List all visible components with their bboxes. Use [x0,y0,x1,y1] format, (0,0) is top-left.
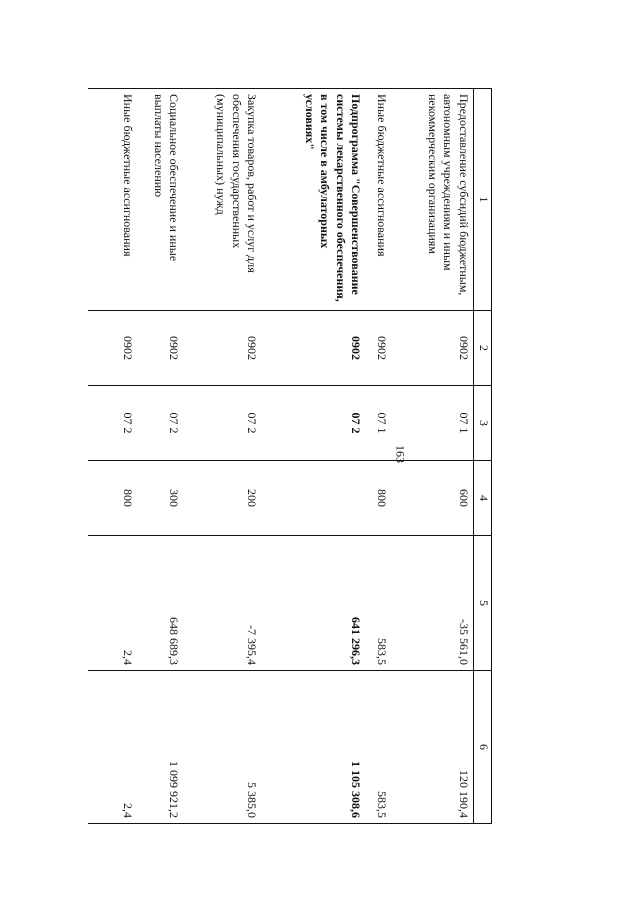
row-total: 1 105 308,6 [262,671,366,824]
table-row [392,89,474,824]
row-section: 0902 [184,311,262,386]
row-name: Предоставление субсидий бюджетным, автономным учреждениям и иным некоммерческим организациям [392,89,474,311]
table-row [184,89,262,824]
row-total: 2,4 [88,671,138,824]
table-row [88,89,138,824]
row-total: 5 385,0 [184,671,262,824]
row-target: 07 2 [262,386,366,461]
row-section: 0902 [366,311,392,386]
row-total: 583,5 [366,671,392,824]
row-section: 0902 [262,311,366,386]
row-name: Закупка товаров, работ и услуг для обеспечения государственных (муниципальных) нужд [184,89,262,311]
row-type: 800 [88,461,138,536]
column-header-5: 5 [474,536,492,671]
row-name: Социальное обеспечение и иные выплаты населению [138,89,184,311]
row-change: 2,4 [88,536,138,671]
column-header-4: 4 [474,461,492,536]
page-number: 163 [393,445,408,463]
row-type: 600 [392,461,474,536]
row-type [262,461,366,536]
row-section: 0902 [88,311,138,386]
row-change: 583,5 [366,536,392,671]
rotated-table-container [88,88,492,823]
table-row [366,89,392,824]
row-change: 648 689,3 [138,536,184,671]
row-type: 800 [366,461,392,536]
row-change: -35 561,0 [392,536,474,671]
column-header-6: 6 [474,671,492,824]
row-section: 0902 [392,311,474,386]
row-name: Подпрограмма "Совершенствование системы лекарственного обеспечения, в том числе в амбулаторных условиях" [262,89,366,311]
row-target: 07 1 [366,386,392,461]
budget-table [88,88,492,824]
row-target: 07 2 [184,386,262,461]
row-change: -7 395,4 [184,536,262,671]
row-target: 07 2 [138,386,184,461]
row-section: 0902 [138,311,184,386]
row-total: 120 190,4 [392,671,474,824]
column-header-2: 2 [474,311,492,386]
column-header-1: 1 [474,89,492,311]
row-type: 200 [184,461,262,536]
row-name: Иные бюджетные ассигнования [366,89,392,311]
column-header-3: 3 [474,386,492,461]
table-row [262,89,366,824]
row-total: 1 099 921,2 [138,671,184,824]
row-name: Иные бюджетные ассигнования [88,89,138,311]
column-number-row [474,89,492,824]
row-type: 300 [138,461,184,536]
row-target: 07 2 [88,386,138,461]
row-change: 641 296,3 [262,536,366,671]
row-target: 07 1 [392,386,474,461]
table-row [138,89,184,824]
